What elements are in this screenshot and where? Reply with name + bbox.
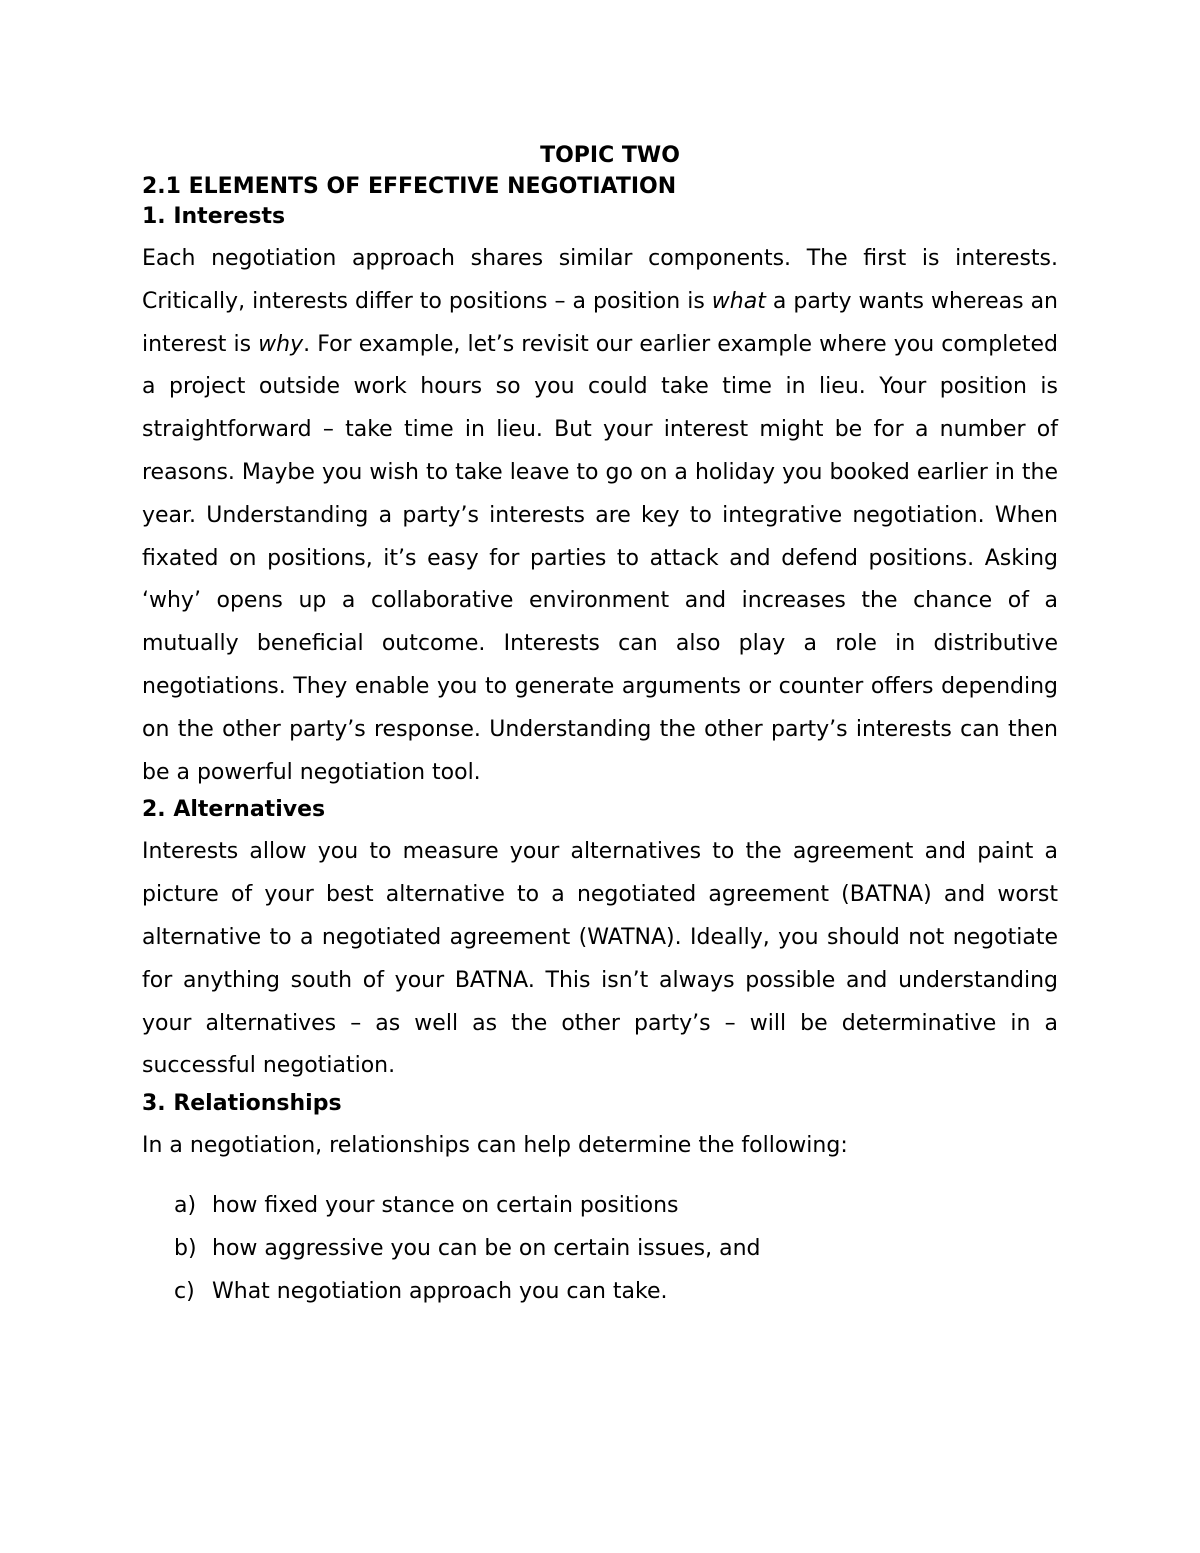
list-marker: a) [174, 1192, 197, 1218]
list-item-text: What negotiation approach you can take. [212, 1278, 668, 1304]
paragraph-relationships-intro: In a negotiation, relationships can help determine the following: [142, 1133, 848, 1159]
list-item-text: how fixed your stance on certain positions [212, 1192, 679, 1218]
list-item-text: how aggressive you can be on certain issues, and [212, 1235, 761, 1261]
emphasis-what: what [711, 288, 766, 314]
paragraph-interests-part2: a party wants whereas an interest is [142, 288, 1058, 357]
heading-alternatives: 2. Alternatives [142, 797, 326, 823]
heading-interests: 1. Interests [142, 204, 286, 229]
paragraph-interests-part1: Each negotiation approach shares similar components. The first is interests. Critically, interests differ to positions – a position is [142, 246, 1058, 314]
emphasis-why: why [258, 331, 304, 357]
list-item [174, 1227, 1058, 1270]
paragraph-alternatives: Interests allow you to measure your alternatives to the agreement and paint a picture of your best alternative to a negotiated agreement (BATNA) and worst alternative to a negotiated agreement (WATNA). Ideally, you should not negotiate for anything south of your BATNA. This isn’t always possible and understanding your alternatives – as well as the other party’s – will be determinative in a successful negotiation. [142, 839, 1058, 1079]
paragraph-interests-part3: . For example, let’s revisit our earlier example where you completed a project outside work hours so you could take time in lieu. Your position is straightforward – take time in lieu. But your interest might be for a number of reasons. Maybe you wish to take leave to go on a holiday you booked earlier in the year. Understanding a party’s interests are key to integrative negotiation. When fixated on positions, it’s easy for parties to attack and defend positions. Asking ‘why’ opens up a collaborative environment and increases the chance of a mutually beneficial outcome. Interests can also play a role in distributive negotiations. They enable you to generate arguments or counter offers depending on the other party’s response. Understanding the other party’s interests can then be a powerful negotiation tool. [142, 331, 1058, 785]
paragraph-interests [142, 238, 1058, 794]
topic-title: TOPIC TWO [540, 143, 680, 168]
list-item [174, 1184, 1058, 1227]
document-content [142, 140, 1058, 1313]
list-item [174, 1270, 1058, 1313]
list-marker: b) [174, 1235, 197, 1261]
list-marker: c) [174, 1278, 195, 1304]
relationships-list [142, 1184, 1058, 1313]
heading-relationships: 3. Relationships [142, 1091, 342, 1117]
section-title: 2.1 ELEMENTS OF EFFECTIVE NEGOTIATION [142, 174, 677, 199]
